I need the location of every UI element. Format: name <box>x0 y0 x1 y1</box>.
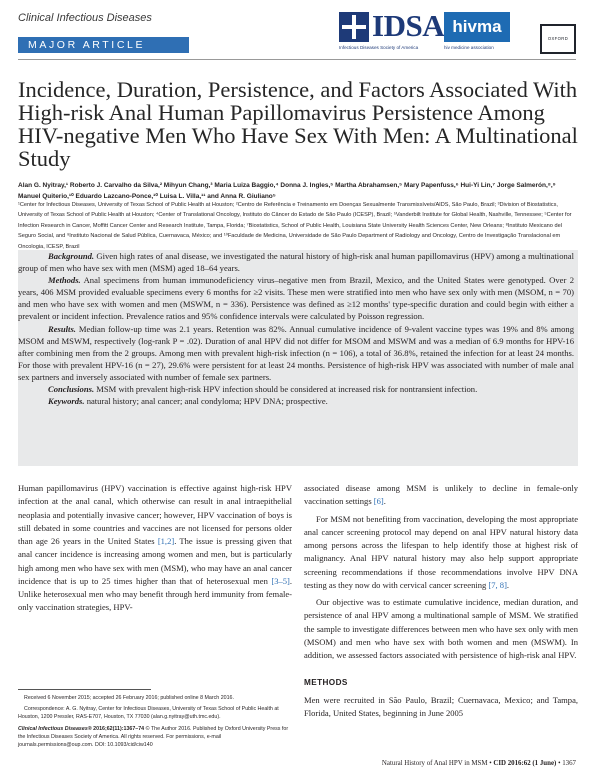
body-text: associated disease among MSM is unlikely to decline in female-only vaccination settings <box>304 483 578 507</box>
abstract-label: Background. <box>48 251 95 261</box>
oxford-logo: OXFORD <box>540 24 576 54</box>
footer-separator: • <box>489 760 492 767</box>
citation-link[interactable]: [6] <box>373 496 384 507</box>
abstract-methods <box>18 274 578 322</box>
body-paragraph <box>304 482 578 509</box>
doi: DOI: 10.1093/cid/ciw140 <box>94 742 153 749</box>
abstract-label: Conclusions. <box>48 384 95 395</box>
citation-link[interactable]: [7, 8] <box>488 579 507 590</box>
abstract-label: Results. <box>48 323 76 334</box>
idsa-subtitle: Infectious Diseases Society of America <box>339 45 419 50</box>
abstract-background <box>18 250 578 274</box>
abstract-text: Median follow-up time was 2.1 years. Retention was 82%. Annual cumulative incidence of 9-valent vaccine types was 19% and 8% among MSOM and MSWM, respectively (log-rank P = .02). Duration of anal HPV did not differ for MSOM and MSWM and was a median of 6.9 months for HPV-16 after combining men from the 2 groups. Among men with prevalent high-risk infection (n = 106), a total of 36.8%, retained the infection for at least 24 months. For those with prevalent HPV-16 (n = 27), 29.6% were persistent for at least 24 months. Persistence of high-risk HPV was associated with number of male anal sex partners and inversely associated with number of female sex partners. <box>18 323 574 382</box>
body-column-left <box>18 482 292 615</box>
body-text: . The issue is pressing given that anal cancer incidence is increasing among women and men, but is particularly high among men who have sex with men (MSM), who may have an anal cancer incidence that is up to 25 times higher than that of heterosexual men <box>18 536 292 586</box>
hivma-wordmark: hivma <box>444 12 510 42</box>
abstract-text: Given high rates of anal disease, we investigated the natural history of high-risk anal human papillomavirus (HPV) among a multinational group of men who have sex with men (MSM) aged 18–64 years. <box>18 251 574 274</box>
body-text: For MSM not benefiting from vaccination, developing the most appropriate anal cancer screening protocol may depend on anal HPV natural history data among persons across the lifespan to help identify those at highest risk of malignancy. Anal HPV natural history may also help support appropriate screening recommendations if those recommendations involve HPV DNA testing as they now do with cervical cancer screening <box>304 513 578 590</box>
body-paragraph <box>304 513 578 593</box>
abstract-text: natural history; anal cancer; anal condyloma; HPV DNA; prospective. <box>86 396 328 407</box>
citation-journal: Clinical Infectious Diseases® <box>18 725 92 732</box>
abstract-keywords <box>18 395 578 407</box>
footer-citation: CID 2016:62 (1 June) <box>493 760 557 767</box>
body-text: . <box>506 579 510 590</box>
citation-volume: 2016;62(11):1367–74 <box>93 725 145 732</box>
body-text: Human papillomavirus (HPV) vaccination is effective against high-risk HPV infection at the anal canal, which otherwise can result in anal intraepithelial neoplasia and potentially invasive cancer; however, HPV vaccination of boys is still debated in some countries and vaccines are not licensed for persons older than age 26 years in the United States <box>18 483 292 546</box>
abstract-box <box>18 250 578 466</box>
running-title: Natural History of Anal HPV in MSM <box>381 760 488 767</box>
footnote-rule <box>18 689 151 690</box>
body-text: . <box>383 496 386 507</box>
idsa-logo <box>339 8 445 54</box>
idsa-wordmark: IDSA <box>372 8 445 43</box>
citation-link[interactable]: [1,2] <box>157 536 175 546</box>
body-column-right <box>304 482 578 720</box>
abstract-conclusions <box>18 383 578 395</box>
abstract-text: Anal specimens from human immunodeficiency virus–negative men from Brazil, Mexico, and the United States were genotyped. Over 2 years, 406 MSM provided evaluable specimens every 6 months for ≥2 visits. These men were stratified into men who have sex only with men (MSOM, n = 70) and men who have sex with women and men (MSWM, n = 336). Persistence was defined as ≥12 months' type-specific duration and could begin with either a prevalent or incident infection. Prevalence ratios and 95% confidence intervals were calculated by Poisson regression. <box>18 275 574 322</box>
journal-name: Clinical Infectious Diseases <box>18 12 152 24</box>
page-footer <box>300 760 576 767</box>
citation <box>18 725 292 750</box>
header-rule <box>18 59 576 60</box>
section-heading-methods: METHODS <box>304 678 348 688</box>
idsa-emblem-icon <box>339 12 369 42</box>
article-title: Incidence, Duration, Persistence, and Factors Associated With High-risk Anal Human Papillomavirus Persistence Among HIV-negative Men Who Have Sex With Men: A Multinational Study <box>18 77 578 171</box>
body-text: . Unlike heterosexual men who may benefit through herd immunity from female-only vaccination strategies, HPV- <box>18 575 292 613</box>
body-paragraph: Men were recruited in São Paulo, Brazil; Cuernavaca, Mexico; and Tampa, Florida, United States, beginning in June 2005 <box>304 694 578 718</box>
hivma-subtitle: hiv medicine association <box>444 45 494 50</box>
body-paragraph: Our objective was to estimate cumulative incidence, median duration, and persistence of anal HPV among a multinational sample of MSM. We stratified the sample to investigate differences between men who have sex only with men (MSOM) and men who have sex with both women and men (MSWM). In addition, we assessed factors associated with persistence of high-risk anal HPV. <box>304 597 578 660</box>
hivma-logo <box>444 12 532 54</box>
abstract-label: Methods. <box>48 275 81 286</box>
affiliations: ¹Center for Infectious Diseases, University of Texas School of Public Health at Houston; ²Centro de Referência e Treinamento em Doenças Sexualmente Transmissíveis/AIDS, São Paulo, Brazil; ³Division of Biostatistics, University of Texas School of Public Health at Houston; ⁴Center of Translational Oncology, Instituto do Câncer do Estado de São Paulo (ICESP), Brazil; ⁵Vanderbilt Institute for Global Health, Nashville, Tennessee; ⁵Center for Infection Research in Cancer, Moffitt Cancer Center and Research Institute, Tampa, Florida; ⁷Biostatistics, School of Public Health, Louisiana State University Health Sciences Center, New Orleans; ⁸Instituto Mexicano del Seguro Social, and ⁹Instituto Nacional de Salud Pública, Cuernavaca, México; and ¹⁰Faculdade de Medicina, Universidade de São Paulo Department of Radiology and Oncology, Centro de Investigação Translacional em Oncologia, ICESP, Brazil <box>18 202 572 250</box>
footer-separator: • <box>558 760 561 767</box>
copyright: © The Author 2016. Published by Oxford University Press for the Infectious Diseases Society of America. All rights reserved. For permissions, e-mail journals.permissions@oup.com. <box>18 725 289 749</box>
article-notes <box>18 694 292 752</box>
citation-link[interactable]: [3–5] <box>271 575 290 586</box>
article-type-banner: MAJOR ARTICLE <box>18 37 189 53</box>
correspondence: Correspondence: A. G. Nyitray, Center for Infectious Diseases, University of Texas School of Public Health at Houston, 1200 Pressler, RAS-E707, Houston, TX 77030 (alan.g.nyitray@uth.tmc.edu). <box>18 706 279 721</box>
body-paragraph <box>18 482 292 615</box>
received-dates: Received 6 November 2015; accepted 26 February 2016; published online 8 March 2016. <box>24 695 234 701</box>
abstract-text: MSM with prevalent high-risk HPV infection should be considered at increased risk for nontransient infection. <box>96 384 478 395</box>
page-number: 1367 <box>562 760 576 767</box>
abstract-label: Keywords. <box>48 396 85 407</box>
abstract-results <box>18 323 578 383</box>
author-list: Alan G. Nyitray,¹ Roberto J. Carvalho da Silva,² Mihyun Chang,³ Maria Luiza Baggio,⁴ Donna J. Ingles,⁵ Martha Abrahamsen,⁵ Mary Papenfuss,⁶ Hui-Yi Lin,⁷ Jorge Salmerón,⁸,⁹ Manuel Quiterio,¹⁰ Eduardo Lazcano-Ponce,¹⁰ Luisa L. Villa,¹¹ and Anna R. Giuliano⁵ <box>18 182 556 200</box>
